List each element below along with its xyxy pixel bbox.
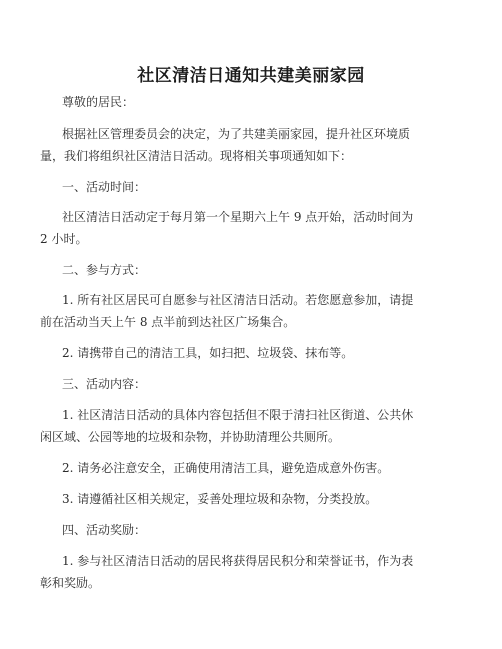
paragraph-line: 一、活动时间：	[62, 180, 147, 194]
paragraph-line: 量，我们将组织社区清洁日活动。现将相关事项通知如下：	[40, 149, 353, 163]
section-3-item-2	[62, 457, 450, 479]
section-2-item-2	[62, 342, 450, 364]
section-3-item-1	[40, 404, 450, 448]
paragraph-line: 2. 请携带自己的清洁工具，如扫把、垃圾袋、抹布等。	[62, 346, 354, 360]
paragraph-line: 二、参与方式：	[62, 263, 147, 277]
paragraph-line: 1. 所有社区居民可自愿参与社区清洁日活动。若您愿意参加，请提	[62, 293, 414, 307]
intro-paragraph	[40, 123, 450, 167]
section-3-item-3	[62, 488, 450, 510]
paragraph-line: 社区清洁日活动定于每月第一个星期六上午 9 点开始，活动时间为	[62, 210, 414, 224]
section-1-heading	[62, 176, 450, 198]
paragraph-line: 1. 社区清洁日活动的具体内容包括但不限于清扫社区街道、公共休	[62, 408, 414, 422]
document-title: 社区清洁日通知共建美丽家园	[137, 66, 365, 86]
paragraph-line: 前在活动当天上午 8 点半前到达社区广场集合。	[40, 315, 296, 329]
section-2-heading	[62, 259, 450, 281]
greeting-paragraph	[62, 91, 450, 113]
paragraph-line: 根据社区管理委员会的决定，为了共建美丽家园，提升社区环境质	[62, 127, 411, 141]
paragraph-line: 3. 请遵循社区相关规定，妥善处理垃圾和杂物，分类投放。	[62, 492, 378, 506]
paragraph-line: 尊敬的居民：	[62, 95, 135, 109]
section-4-heading	[62, 519, 450, 541]
paragraph-line: 2 小时。	[40, 232, 88, 246]
section-2-item-1	[40, 289, 450, 333]
paragraph-line: 三、活动内容：	[62, 377, 147, 391]
section-3-heading	[62, 373, 450, 395]
paragraph-line: 2. 请务必注意安全，正确使用清洁工具，避免造成意外伤害。	[62, 461, 390, 475]
section-4-item-1	[40, 550, 450, 594]
paragraph-line: 彰和奖励。	[40, 576, 101, 590]
paragraph-line: 1. 参与社区清洁日活动的居民将获得居民积分和荣誉证书，作为表	[62, 554, 414, 568]
paragraph-line: 四、活动奖励：	[62, 523, 147, 537]
paragraph-line: 闲区域、公园等地的垃圾和杂物，并协助清理公共厕所。	[40, 430, 341, 444]
section-1-body	[40, 206, 450, 250]
